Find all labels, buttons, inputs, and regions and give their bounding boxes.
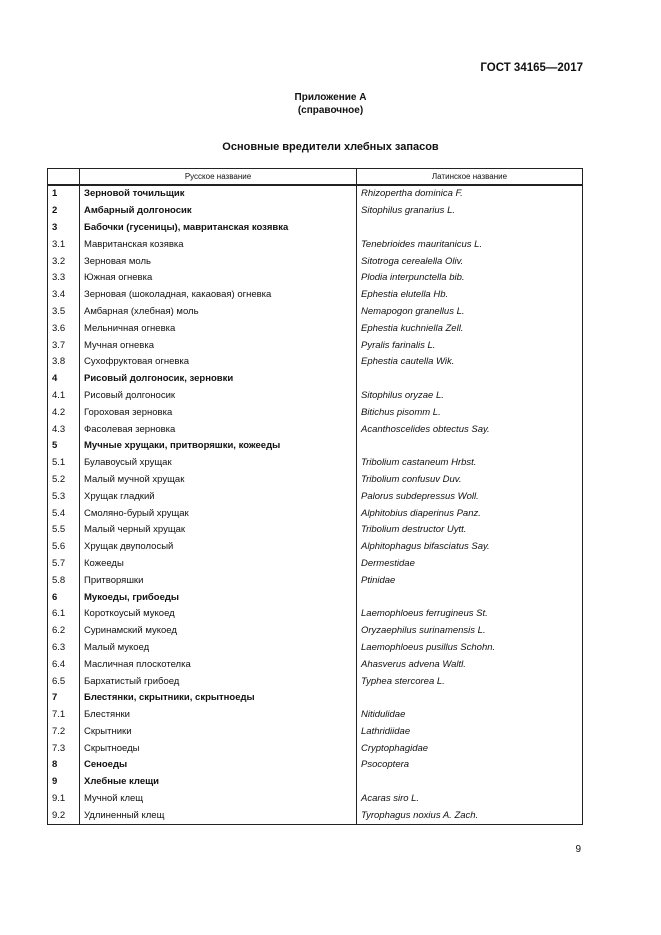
row-latin-name: Tribolium destructor Uytt. [357, 522, 583, 539]
row-latin-name: Rhizopertha dominica F. [357, 185, 583, 203]
table-row [48, 757, 583, 774]
table-row [48, 185, 583, 203]
header-number [48, 169, 80, 186]
row-latin-name: Tenebrioides mauritanicus L. [357, 236, 583, 253]
standard-designation: ГОСТ 34165—2017 [480, 62, 583, 74]
row-russian-name: Бабочки (гусеницы), мавританская козявка [80, 220, 357, 237]
table-row [48, 270, 583, 287]
row-latin-name: Sitophilus granarius L. [357, 203, 583, 220]
row-russian-name: Малый мучной хрущак [80, 472, 357, 489]
table-row [48, 253, 583, 270]
row-russian-name: Удлиненный клещ [80, 807, 357, 824]
table-row [48, 505, 583, 522]
row-russian-name: Масличная плоскотелка [80, 656, 357, 673]
annex-subtitle: (справочное) [297, 105, 364, 116]
row-russian-name: Малый мукоед [80, 640, 357, 657]
table-row [48, 354, 583, 371]
row-latin-name: Palorus subdepressus Woll. [357, 488, 583, 505]
row-number: 7.2 [48, 724, 80, 741]
table-row [48, 337, 583, 354]
table-row [48, 438, 583, 455]
table-row [48, 640, 583, 657]
table-row [48, 488, 583, 505]
row-number: 8 [48, 757, 80, 774]
row-latin-name [357, 690, 583, 707]
page-number: 9 [575, 844, 581, 855]
row-latin-name: Plodia interpunctella bib. [357, 270, 583, 287]
row-number: 9 [48, 774, 80, 791]
table-row [48, 740, 583, 757]
row-latin-name: Ephestia cautella Wik. [357, 354, 583, 371]
row-russian-name: Мавританская козявка [80, 236, 357, 253]
table-row [48, 589, 583, 606]
table-row [48, 404, 583, 421]
table-row [48, 236, 583, 253]
row-russian-name: Амбарный долгоносик [80, 203, 357, 220]
row-latin-name: Psocoptera [357, 757, 583, 774]
row-latin-name: Dermestidae [357, 556, 583, 573]
row-number: 7 [48, 690, 80, 707]
row-number: 6.1 [48, 606, 80, 623]
row-number: 6.3 [48, 640, 80, 657]
table-row [48, 707, 583, 724]
table-header-row [48, 169, 583, 186]
table-row [48, 522, 583, 539]
row-number: 5.1 [48, 455, 80, 472]
row-number: 4 [48, 371, 80, 388]
row-latin-name: Ahasverus advena Waltl. [357, 656, 583, 673]
row-latin-name: Ptinidae [357, 572, 583, 589]
row-russian-name: Притворяшки [80, 572, 357, 589]
row-russian-name: Мучные хрущаки, притворяшки, кожееды [80, 438, 357, 455]
table-row [48, 539, 583, 556]
table-row [48, 472, 583, 489]
row-russian-name: Рисовый долгоносик, зерновки [80, 371, 357, 388]
table-row [48, 774, 583, 791]
row-latin-name: Oryzaephilus surinamensis L. [357, 623, 583, 640]
row-latin-name: Laemophloeus pusillus Schohn. [357, 640, 583, 657]
row-number: 5.6 [48, 539, 80, 556]
row-russian-name: Скрытники [80, 724, 357, 741]
table-row [48, 455, 583, 472]
row-russian-name: Сухофруктовая огневка [80, 354, 357, 371]
row-russian-name: Бархатистый грибоед [80, 673, 357, 690]
row-russian-name: Суринамский мукоед [80, 623, 357, 640]
row-russian-name: Зерновая моль [80, 253, 357, 270]
row-latin-name: Acaras siro L. [357, 791, 583, 808]
row-latin-name: Tyrophagus noxius A. Zach. [357, 807, 583, 824]
row-latin-name: Ephestia elutella Hb. [357, 287, 583, 304]
row-number: 4.1 [48, 388, 80, 405]
row-number: 3.2 [48, 253, 80, 270]
row-latin-name: Cryptophagidae [357, 740, 583, 757]
table-row [48, 656, 583, 673]
row-number: 6.2 [48, 623, 80, 640]
row-number: 3.4 [48, 287, 80, 304]
row-number: 1 [48, 185, 80, 203]
table-row [48, 572, 583, 589]
row-latin-name: Acanthoscelides obtectus Say. [357, 421, 583, 438]
row-number: 6.4 [48, 656, 80, 673]
row-russian-name: Хрущак двуполосый [80, 539, 357, 556]
row-number: 3.8 [48, 354, 80, 371]
row-russian-name: Блестянки [80, 707, 357, 724]
row-russian-name: Блестянки, скрытники, скрытноеды [80, 690, 357, 707]
row-number: 5.3 [48, 488, 80, 505]
row-russian-name: Зерновой точильщик [80, 185, 357, 203]
row-latin-name [357, 220, 583, 237]
row-number: 9.1 [48, 791, 80, 808]
table-row [48, 673, 583, 690]
row-number: 4.2 [48, 404, 80, 421]
table-row [48, 807, 583, 824]
row-latin-name: Sitotroga cerealella Oliv. [357, 253, 583, 270]
row-number: 3.5 [48, 304, 80, 321]
header-russian-name: Русское название [80, 169, 357, 186]
row-russian-name: Скрытноеды [80, 740, 357, 757]
table-row [48, 287, 583, 304]
row-number: 6 [48, 589, 80, 606]
row-russian-name: Мучной клещ [80, 791, 357, 808]
table-title: Основные вредители хлебных запасов [222, 141, 439, 153]
row-number: 5.8 [48, 572, 80, 589]
table-row [48, 371, 583, 388]
table-row [48, 388, 583, 405]
row-number: 3.7 [48, 337, 80, 354]
row-latin-name: Tribolium confusuv Duv. [357, 472, 583, 489]
row-russian-name: Гороховая зерновка [80, 404, 357, 421]
row-number: 7.1 [48, 707, 80, 724]
row-russian-name: Смоляно-бурый хрущак [80, 505, 357, 522]
row-number: 4.3 [48, 421, 80, 438]
table-row [48, 623, 583, 640]
row-number: 2 [48, 203, 80, 220]
row-number: 3.1 [48, 236, 80, 253]
row-number: 3.3 [48, 270, 80, 287]
row-russian-name: Мучная огневка [80, 337, 357, 354]
row-latin-name: Pyralis farinalis L. [357, 337, 583, 354]
row-russian-name: Южная огневка [80, 270, 357, 287]
row-latin-name: Lathridiidae [357, 724, 583, 741]
row-latin-name: Nemapogon granellus L. [357, 304, 583, 321]
row-russian-name: Хлебные клещи [80, 774, 357, 791]
row-latin-name: Nitidulidae [357, 707, 583, 724]
row-number: 5.7 [48, 556, 80, 573]
row-russian-name: Мукоеды, грибоеды [80, 589, 357, 606]
row-latin-name: Tribolium castaneum Hrbst. [357, 455, 583, 472]
row-latin-name: Typhea stercorea L. [357, 673, 583, 690]
header-latin-name: Латинское название [357, 169, 583, 186]
annex-heading [0, 91, 661, 117]
row-russian-name: Сеноеды [80, 757, 357, 774]
table-row [48, 203, 583, 220]
table-body [48, 185, 583, 825]
row-russian-name: Амбарная (хлебная) моль [80, 304, 357, 321]
row-number: 5.4 [48, 505, 80, 522]
row-latin-name [357, 589, 583, 606]
row-number: 5.2 [48, 472, 80, 489]
row-number: 6.5 [48, 673, 80, 690]
row-latin-name: Sitophilus oryzae L. [357, 388, 583, 405]
row-russian-name: Кожееды [80, 556, 357, 573]
table-row [48, 304, 583, 321]
row-latin-name: Alphitobius diaperinus Panz. [357, 505, 583, 522]
row-russian-name: Хрущак гладкий [80, 488, 357, 505]
table-row [48, 421, 583, 438]
row-russian-name: Короткоусый мукоед [80, 606, 357, 623]
row-russian-name: Малый черный хрущак [80, 522, 357, 539]
row-russian-name: Рисовый долгоносик [80, 388, 357, 405]
row-russian-name: Фасолевая зерновка [80, 421, 357, 438]
table-row [48, 320, 583, 337]
row-number: 7.3 [48, 740, 80, 757]
row-latin-name [357, 371, 583, 388]
row-number: 5.5 [48, 522, 80, 539]
row-latin-name: Bitichus pisomm L. [357, 404, 583, 421]
table-row [48, 606, 583, 623]
row-latin-name: Ephestia kuchniella Zell. [357, 320, 583, 337]
row-latin-name: Laemophloeus ferrugineus St. [357, 606, 583, 623]
table-row [48, 220, 583, 237]
row-number: 3.6 [48, 320, 80, 337]
row-latin-name: Alphitophagus bifasciatus Say. [357, 539, 583, 556]
annex-title: Приложение А [294, 92, 367, 103]
table-row [48, 791, 583, 808]
row-latin-name [357, 438, 583, 455]
row-latin-name [357, 774, 583, 791]
table-row [48, 724, 583, 741]
row-russian-name: Зерновая (шоколадная, какаовая) огневка [80, 287, 357, 304]
row-number: 3 [48, 220, 80, 237]
row-russian-name: Мельничная огневка [80, 320, 357, 337]
row-number: 5 [48, 438, 80, 455]
row-russian-name: Булавоусый хрущак [80, 455, 357, 472]
table-row [48, 556, 583, 573]
row-number: 9.2 [48, 807, 80, 824]
pests-table [47, 168, 583, 825]
table-row [48, 690, 583, 707]
